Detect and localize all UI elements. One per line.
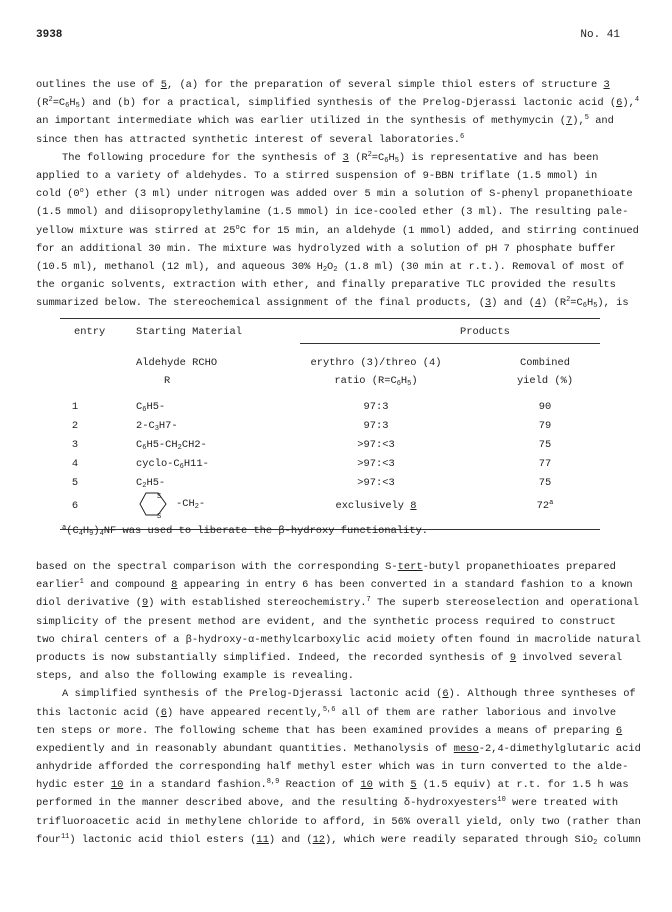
- col-combined-header: Combined: [520, 357, 570, 369]
- erythro-threo-ratio: >97:<3: [357, 477, 395, 489]
- col-products-header: Products: [460, 326, 510, 338]
- col-yield-header: yield (%): [516, 375, 574, 387]
- erythro-threo-ratio: >97:<3: [357, 439, 395, 451]
- erythro-threo-ratio: 97:3: [363, 420, 389, 432]
- para2-line: A simplified synthesis of the Prelog-Djerassi lactonic acid (6). Although three syntheses of: [62, 688, 636, 701]
- substituent-r: $C_6H5-$: [136, 401, 166, 414]
- para1-line: for an additional 30 min. The mixture was hydrolyzed with a solution of pH 7 phosphate buffer: [36, 242, 616, 255]
- table-row: [60, 417, 600, 436]
- para2-line: hydic ester 10 in a standard fashion.$^{8,9}$ Reaction of 10 with 5 (1.5 equiv) at r.t. for 1.5 h was: [36, 778, 629, 792]
- para1-line: applied to a variety of aldehydes. To a stirred suspension of 9-BBN triflate (1.5 mmol) in: [36, 169, 598, 182]
- para1-line: The following procedure for the synthesis of 3 $(R^2=C_6H_5)$ is representative and has been: [62, 150, 599, 165]
- table-row: [60, 398, 600, 417]
- col-ratio-header-2: ratio $(R=C_6H_5)$: [334, 375, 418, 388]
- col-r-header: R: [164, 375, 171, 387]
- para1-line: yellow mixture was stirred at 25$^o$C for 15 min, an aldehyde (1 mmol) added, and stirring continued: [36, 223, 639, 237]
- page-number: 3938: [36, 29, 63, 41]
- entry-number: 2: [71, 420, 79, 432]
- erythro-threo-ratio: >97:<3: [357, 458, 395, 470]
- combined-yield: 75: [538, 439, 552, 451]
- para1-line: $(R^2=C_6H_5)$ and (b) for a practical, simplified synthesis of the Prelog-Djerassi lactonic acid (6),$^4$: [36, 96, 640, 111]
- substituent-r: $C_6H5-CH_2CH2-$: [136, 439, 207, 452]
- para2-line: products is now substantially simplified. Indeed, the recorded synthesis of 9 involved several: [36, 651, 623, 664]
- para1-line: cold (0$^o$) ether (3 ml) under nitrogen was added over 5 min a solution of S-phenyl propanethioate: [36, 187, 633, 201]
- issue-number: No. 41: [580, 29, 620, 41]
- table-row: [60, 455, 600, 474]
- para1-line: since then has attracted synthetic interest of several laboratories.$^6$: [36, 132, 465, 146]
- combined-yield: 75: [538, 477, 552, 489]
- para2-line: two chiral centers of a β-hydroxy-α-methylcarboxylic acid moiety often found in macrolide natural: [36, 633, 641, 646]
- col-starting-material-header: Starting Material: [136, 326, 243, 338]
- para2-line: trifluoroacetic acid in methylene chloride to afford, in 56% overall yield, only two (rather than: [36, 815, 641, 828]
- para1-line: the organic solvents, extraction with ether, and finally preparative TLC provided the results: [36, 279, 616, 292]
- combined-yield: 79: [538, 420, 552, 432]
- combined-yield: 77: [538, 458, 552, 470]
- discussion-paragraph: [36, 558, 642, 849]
- erythro-threo-ratio: exclusively 8: [335, 500, 417, 512]
- para2-line: this lactonic acid (6) have appeared recently,$^{5,6}$ all of them are rather laborious and involve: [36, 705, 617, 719]
- para2-line: expediently and in reasonably abundant quantities. Methanolysis of meso-2,4-dimethylglutaric acid: [36, 742, 641, 755]
- substituent-r: $C_2H5-$: [136, 477, 166, 490]
- intro-paragraph: [36, 76, 640, 312]
- table-header-row-2: [60, 354, 600, 372]
- para2-line: four$^{11}$) lactonic acid thiol esters (11) and (12), which were readily separated through SiO$_2$ column: [36, 832, 642, 847]
- entry-number: 3: [71, 439, 79, 451]
- substituent-r: S S $-CH_2-$: [136, 489, 205, 519]
- table-row: [60, 493, 600, 523]
- para1-line: (10.5 ml), methanol (12 ml), and aqueous 30% $H_2O_2$ (1.8 ml) (30 min at r.t.). Removal of most of: [36, 260, 625, 274]
- para1-line: summarized below. The stereochemical assignment of the final products, (3) and (4) $(R^2=C_6H_5)$, is: [36, 296, 629, 311]
- substituent-r: cyclo-$C_6H11-$: [136, 458, 209, 471]
- products-underline: [300, 343, 600, 344]
- para1-line: outlines the use of 5, (a) for the preparation of several simple thiol esters of structure 3: [36, 79, 610, 91]
- col-ratio-header: erythro (3)/threo (4): [310, 357, 442, 369]
- table-footnote: $^a(C_4H_9)_4NF$ was used to liberate the β-hydroxy functionality.: [62, 524, 429, 538]
- table-header-row-3: [60, 372, 600, 390]
- table-row: [60, 436, 600, 455]
- para2-line: based on the spectral comparison with the corresponding S-tert-butyl propanethioates prepared: [36, 561, 616, 573]
- para2-line: ten steps or more. The following scheme that has been examined provides a means of preparing 6: [36, 724, 623, 737]
- table-header-row-1: [60, 323, 600, 341]
- page-header: [36, 26, 620, 44]
- results-table: [60, 318, 600, 530]
- svg-text:S: S: [157, 513, 162, 519]
- para2-line: steps, and also the following example is revealing.: [36, 670, 355, 683]
- col-entry-header: entry: [74, 326, 106, 338]
- entry-number: 6: [71, 500, 79, 512]
- entry-number: 4: [71, 458, 79, 470]
- para2-line: simplicity of the present method are evident, and the synthetic process required to construct: [36, 615, 616, 628]
- para2-line: performed in the manner described above, and the resulting δ-hydroxyesters$^{10}$ were treated with: [36, 796, 619, 810]
- dithiane-ring-icon: [136, 489, 176, 519]
- para1-line: (1.5 mmol) and diisopropylethylamine (1.5 mmol) in ice-cooled ether (3 ml). The resulting pale-: [36, 206, 629, 219]
- table-top-rule: [60, 318, 600, 319]
- para2-line: diol derivative (9) with established stereochemistry.$^7$ The superb stereoselection and operational: [36, 596, 639, 610]
- para1-line: an important intermediate which was earlier utilized in the synthesis of methymycin (7),$^5$ and: [36, 114, 614, 128]
- combined-yield: 90: [538, 401, 552, 413]
- svg-text:S: S: [157, 493, 162, 501]
- para2-line: earlier$^1$ and compound 8 appearing in entry 6 has been converted in a standard fashion to a known: [36, 578, 633, 592]
- col-aldehyde-header: Aldehyde RCHO: [136, 357, 218, 369]
- erythro-threo-ratio: 97:3: [363, 401, 389, 413]
- entry-number: 5: [71, 477, 79, 489]
- para2-line: anhydride afforded the corresponding half methyl ester which was in turn converted to the alde-: [36, 761, 629, 774]
- combined-yield: 72$^a$: [536, 499, 554, 512]
- entry-number: 1: [71, 401, 79, 413]
- table-body: [60, 398, 600, 523]
- substituent-r: $2-C_3H7-$: [136, 420, 178, 433]
